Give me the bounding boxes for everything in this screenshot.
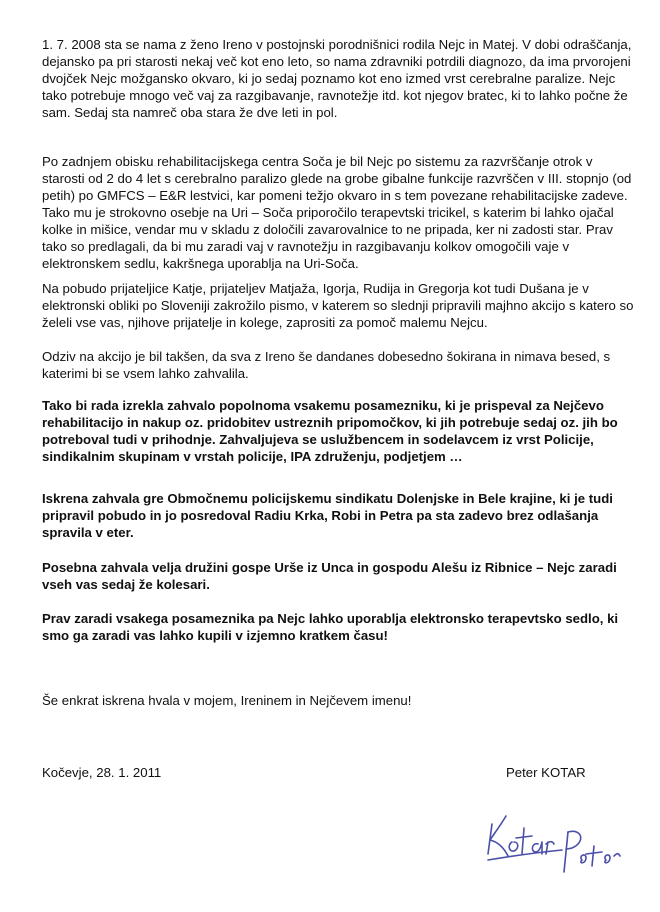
paragraph-birth-and-diagnosis: 1. 7. 2008 sta se nama z ženo Ireno v postojnski porodnišnici rodila Nejc in Matej. V dobi odraščanja, dejansko pa pri starosti nekaj več kot eno leto, so nama zdravniki potrdili diagnozo, da ima prvorojeni dvojček Nejc možgansko okvaro, ki jo sedaj poznamo kot eno izmed vrst cerebralne paralize. Nejc tako potrebuje mnogo več vaj za razgibavanje, ravnotežje itd. kot njegov bratec, ki to lahko počne že sam. Sedaj sta namreč oba stara že dve leti in pol. (42, 37, 632, 120)
author-name: Peter KOTAR (506, 765, 586, 780)
paragraph-special-thanks: Posebna zahvala velja družini gospe Urše iz Unca in gospodu Alešu iz Ribnice – Nejc zaradi vseh vas sedaj že kolesari. (42, 560, 617, 592)
place-and-date: Kočevje, 28. 1. 2011 (42, 765, 162, 780)
paragraph-closing-thanks: Še enkrat iskrena hvala v mojem, Ireninem in Nejčevem imenu! (42, 693, 412, 708)
paragraph-rehabilitation-center: Po zadnjem obisku rehabilitacijskega centra Soča je bil Nejc po sistemu za razvrščanje otrok v starosti od 2 do 4 let s cerebralno paralizo glede na grobe gibalne funkcije razvrščen v III. stopnjo (od petih) po GMFCS – E&R lestvici, kar pomeni težjo okvaro in s tem povezane rehabilitacijske zadeve. Tako mu je strokovno osebje na Uri – Soča priporočilo terapevtski tricikel, s katerim bi lahko ojačal kolke in mišice, vendar mu v skladu z določili zavarovalnice to ne pripada, ker ni zadosti star. Prav tako so predlagali, da bi mu zaradi vaj v ravnotežju in razgibavanju kolkov omogočili vaje v elektronskem sedlu, kakršnega uporablja na Uri-Soča. (42, 154, 632, 271)
paragraph-friends-initiative: Na pobudo prijateljice Katje, prijateljev Matjaža, Igorja, Rudija in Gregorja kot tudi Dušana je v elektronski obliki po Sloveniji zakrožilo pismo, v katerem so slednji pripravili majhno akcijo s katero so želeli vse vas, njihove prijatelje in kolege, zaprositi za pomoč malemu Nejcu. (42, 281, 634, 330)
paragraph-electronic-saddle: Prav zaradi vsakega posameznika pa Nejc lahko uporablja elektronsko terapevtsko sedlo, ki smo ga zaradi vas lahko kupili v izjemno kratkem času! (42, 611, 619, 643)
paragraph-thanks-union: Iskrena zahvala gre Območnemu policijskemu sindikatu Dolenjske in Bele krajine, ki je tudi pripravil pobudo in jo posredoval Radiu Krka, Robi in Petra pa sta zadevo brez odlašanja spravila v eter. (42, 491, 613, 540)
paragraph-response: Odziv na akcijo je bil takšen, da sva z Ireno še dandanes dobesedno šokirana in nimava besed, s katerimi bi se vsem lahko zahvalila. (42, 349, 611, 381)
paragraph-thanks-everyone: Tako bi rada izrekla zahvalo popolnoma vsakemu posamezniku, ki je prispeval za Nejčevo rehabilitacijo in nakup oz. pridobitev ustreznih pripomočkov, ki jih potrebuje sedaj oz. jih bo potreboval tudi v prihodnje. Zahvaljujeva se uslužbencem in sodelavcem iz vrst Policije, sindikalnim skupinam v vrstah policije, IPA združenju, podjetjem … (42, 398, 618, 464)
handwritten-signature (482, 802, 622, 882)
